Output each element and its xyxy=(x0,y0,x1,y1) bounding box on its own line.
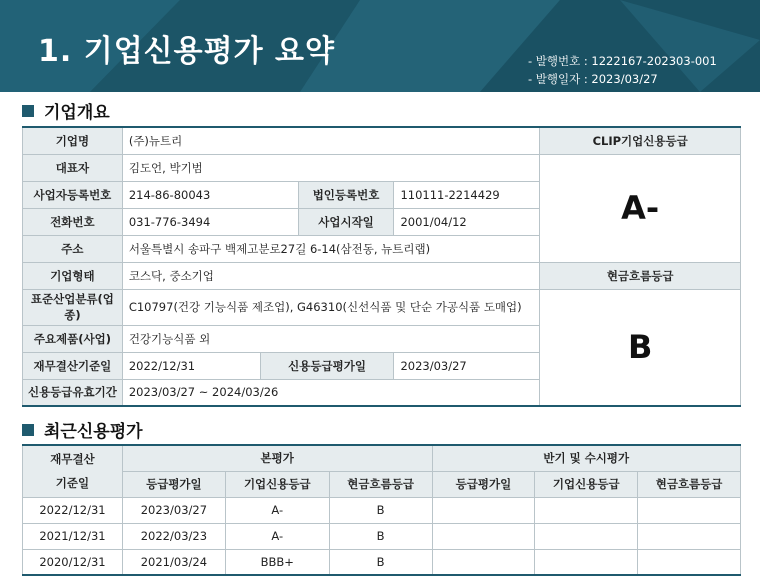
issue-meta xyxy=(528,52,717,88)
biz-no: 214-86-80043 xyxy=(122,181,298,208)
header-cash-grade: 현금흐름등급 xyxy=(329,471,432,497)
square-bullet-icon xyxy=(22,105,34,117)
start-date: 2001/04/12 xyxy=(394,208,540,235)
label-company-type: 기업형태 xyxy=(23,262,123,289)
label-industry: 표준산업분류(업종) xyxy=(23,289,123,325)
valid-period: 2023/03/27 ~ 2024/03/26 xyxy=(122,379,539,406)
label-fin-date: 재무결산기준일 xyxy=(23,352,123,379)
issue-date: - 발행일자 : 2023/03/27 xyxy=(528,72,658,86)
header-banner xyxy=(0,0,760,92)
header-eval-date: 등급평가일 xyxy=(122,471,225,497)
issue-number: - 발행번호 : 1222167-202303-001 xyxy=(528,54,717,68)
phone: 031-776-3494 xyxy=(122,208,298,235)
clip-grade-header: CLIP기업신용등급 xyxy=(540,127,741,154)
header-group-semi: 반기 및 수시평가 xyxy=(432,445,740,471)
header-semi-credit-grade: 기업신용등급 xyxy=(535,471,638,497)
fin-date: 2022/12/31 xyxy=(122,352,260,379)
recent-credit-table xyxy=(22,444,741,576)
eval-date: 2023/03/27 xyxy=(394,352,540,379)
label-company-name: 기업명 xyxy=(23,127,123,154)
label-eval-date: 신용등급평가일 xyxy=(260,352,394,379)
label-product: 주요제품(사업) xyxy=(23,325,123,352)
label-valid-period: 신용등급유효기간 xyxy=(23,379,123,406)
page-title: 1. 기업신용평가 요약 xyxy=(38,34,335,69)
product: 건강기능식품 외 xyxy=(122,325,539,352)
industry: C10797(건강 기능식품 제조업), G46310(신선식품 및 단순 가공식품 도매업) xyxy=(122,289,539,325)
section-title-recent: 최근신용평가 xyxy=(22,417,143,442)
section-title-overview: 기업개요 xyxy=(22,98,110,123)
table-row: 2021/12/31 2022/03/23 A- B xyxy=(23,523,741,549)
table-row: 2022/12/31 2023/03/27 A- B xyxy=(23,497,741,523)
clip-grade-value: A- xyxy=(540,154,741,262)
ceo: 김도언, 박기범 xyxy=(122,154,539,181)
label-phone: 전화번호 xyxy=(23,208,123,235)
header-group-main: 본평가 xyxy=(122,445,432,471)
header-credit-grade: 기업신용등급 xyxy=(225,471,329,497)
address: 서울특별시 송파구 백제고분로27길 6-14(삼전동, 뉴트리랩) xyxy=(122,235,539,262)
header-fiscal-date: 재무결산 기준일 xyxy=(23,445,123,497)
cash-grade-value: B xyxy=(540,289,741,406)
label-ceo: 대표자 xyxy=(23,154,123,181)
company-overview-table xyxy=(22,126,741,407)
company-name: (주)뉴트리 xyxy=(122,127,539,154)
label-start-date: 사업시작일 xyxy=(298,208,394,235)
label-address: 주소 xyxy=(23,235,123,262)
label-corp-no: 법인등록번호 xyxy=(298,181,394,208)
company-type: 코스닥, 중소기업 xyxy=(122,262,539,289)
header-semi-cash-grade: 현금흐름등급 xyxy=(638,471,741,497)
corp-no: 110111-2214429 xyxy=(394,181,540,208)
label-biz-no: 사업자등록번호 xyxy=(23,181,123,208)
table-row: 2020/12/31 2021/03/24 BBB+ B xyxy=(23,549,741,575)
square-bullet-icon xyxy=(22,424,34,436)
header-semi-eval-date: 등급평가일 xyxy=(432,471,535,497)
cash-grade-header: 현금흐름등급 xyxy=(540,262,741,289)
